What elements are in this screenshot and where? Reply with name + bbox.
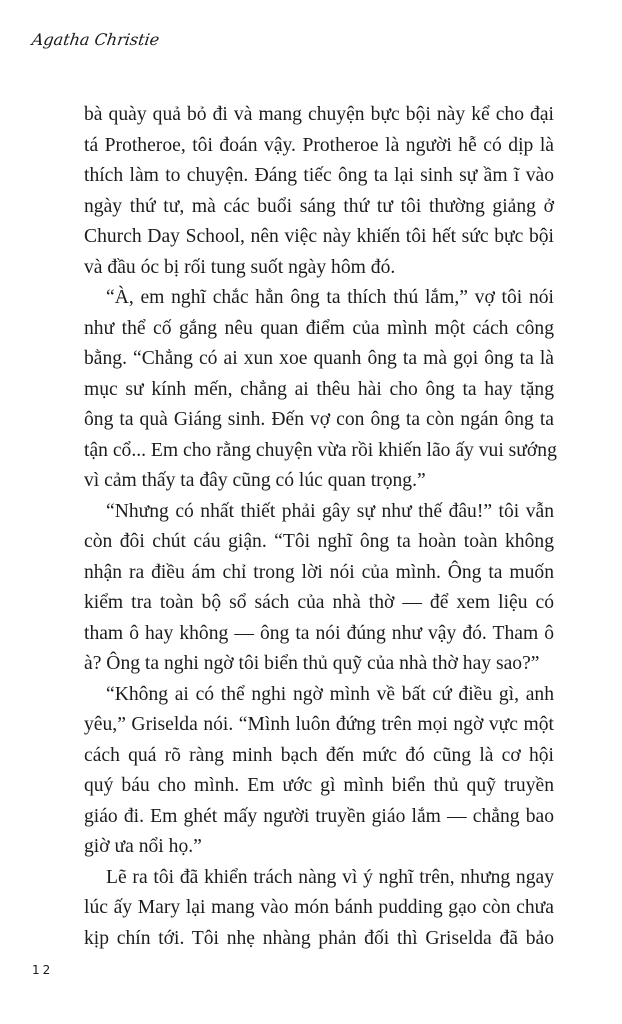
body-text bbox=[84, 100, 557, 954]
text-line: ông ta quà Giáng sinh. Đến vợ con ông ta còn ngán ông ta bbox=[84, 409, 554, 430]
text-line: kiểm tra toàn bộ sổ sách của nhà thờ — để xem liệu có bbox=[84, 592, 554, 613]
text-line: còn đôi chút cáu giận. “Tôi nghĩ ông ta hoàn toàn không bbox=[84, 531, 554, 552]
text-line: yêu,” Griselda nói. “Mình luôn đứng trên mọi ngờ vực một bbox=[84, 714, 554, 735]
text-line: và đầu óc bị rối tung suốt ngày hôm đó. bbox=[84, 256, 396, 278]
text-line: tá Protheroe, tôi đoán vậy. Protheroe là người hễ có dịp là bbox=[84, 134, 554, 156]
text-line: như thể cố gắng nêu quan điểm của mình một cách công bbox=[84, 317, 554, 339]
text-line: ngày thứ tư, mà các buổi sáng thứ tư tôi thường giảng ở bbox=[84, 195, 554, 217]
paragraph bbox=[84, 497, 554, 680]
text-line: “Không ai có thể nghi ngờ mình về bất cứ điều gì, anh bbox=[106, 683, 554, 705]
page-number: 12 bbox=[32, 963, 54, 977]
text-line: lúc ấy Mary lại mang vào món bánh pudding gạo còn chưa bbox=[84, 897, 554, 918]
text-line: “À, em nghĩ chắc hẳn ông ta thích thú lắm,” vợ tôi nói bbox=[106, 287, 554, 308]
text-line: tham ô hay không — ông ta nói đúng như vậy đó. Tham ô bbox=[84, 622, 554, 644]
text-line: bà quày quả bỏ đi và mang chuyện bực bội này kể cho đại bbox=[84, 104, 554, 125]
paragraph bbox=[84, 863, 554, 955]
text-line: “Nhưng có nhất thiết phải gây sự như thế đâu!” tôi vẫn bbox=[106, 500, 554, 522]
text-line: kịp chín tới. Tôi nhẹ nhàng phản đối thì Griselda đã bảo bbox=[84, 927, 554, 949]
text-line: thích làm to chuyện. Đáng tiếc ông ta lại sinh sự ầm ĩ vào bbox=[84, 165, 554, 186]
text-line: giáo đi. Em ghét mấy người truyền giáo lắm — chẳng bao bbox=[84, 805, 554, 827]
paragraph bbox=[84, 680, 554, 863]
text-line: Lẽ ra tôi đã khiển trách nàng vì ý nghĩ trên, nhưng ngay bbox=[106, 866, 554, 888]
text-line: à? Ông ta nghi ngờ tôi biển thủ quỹ của nhà thờ hay sao?” bbox=[84, 653, 540, 674]
text-line: cách quá rõ ràng minh bạch đến mức đó cũng là cơ hội bbox=[84, 744, 554, 766]
text-line: mục sư kính mến, chẳng ai thêu hài cho ông ta hay tặng bbox=[84, 378, 554, 400]
text-line: vì cảm thấy ta đây cũng có lúc quan trọng.” bbox=[84, 470, 426, 491]
text-line: bằng. “Chẳng có ai xun xoe quanh ông ta mà gọi ông ta là bbox=[84, 348, 554, 369]
author-signature-logo: Agatha Christie bbox=[30, 30, 161, 49]
paragraph bbox=[84, 100, 554, 283]
text-line: giờ ưa nổi họ.” bbox=[84, 836, 202, 857]
paragraph bbox=[84, 283, 557, 497]
text-line: Church Day School, nên việc này khiến tôi hết sức bực bội bbox=[84, 226, 554, 247]
text-line: tận cổ... Em cho rằng chuyện vừa rồi khiến lão ấy vui sướng bbox=[84, 439, 557, 461]
text-line: nhận ra điều ám chỉ trong lời nói của mình. Ông ta muốn bbox=[84, 561, 554, 583]
text-line: quý báu cho mình. Em ước gì mình biển thủ quỹ truyền bbox=[84, 775, 554, 796]
